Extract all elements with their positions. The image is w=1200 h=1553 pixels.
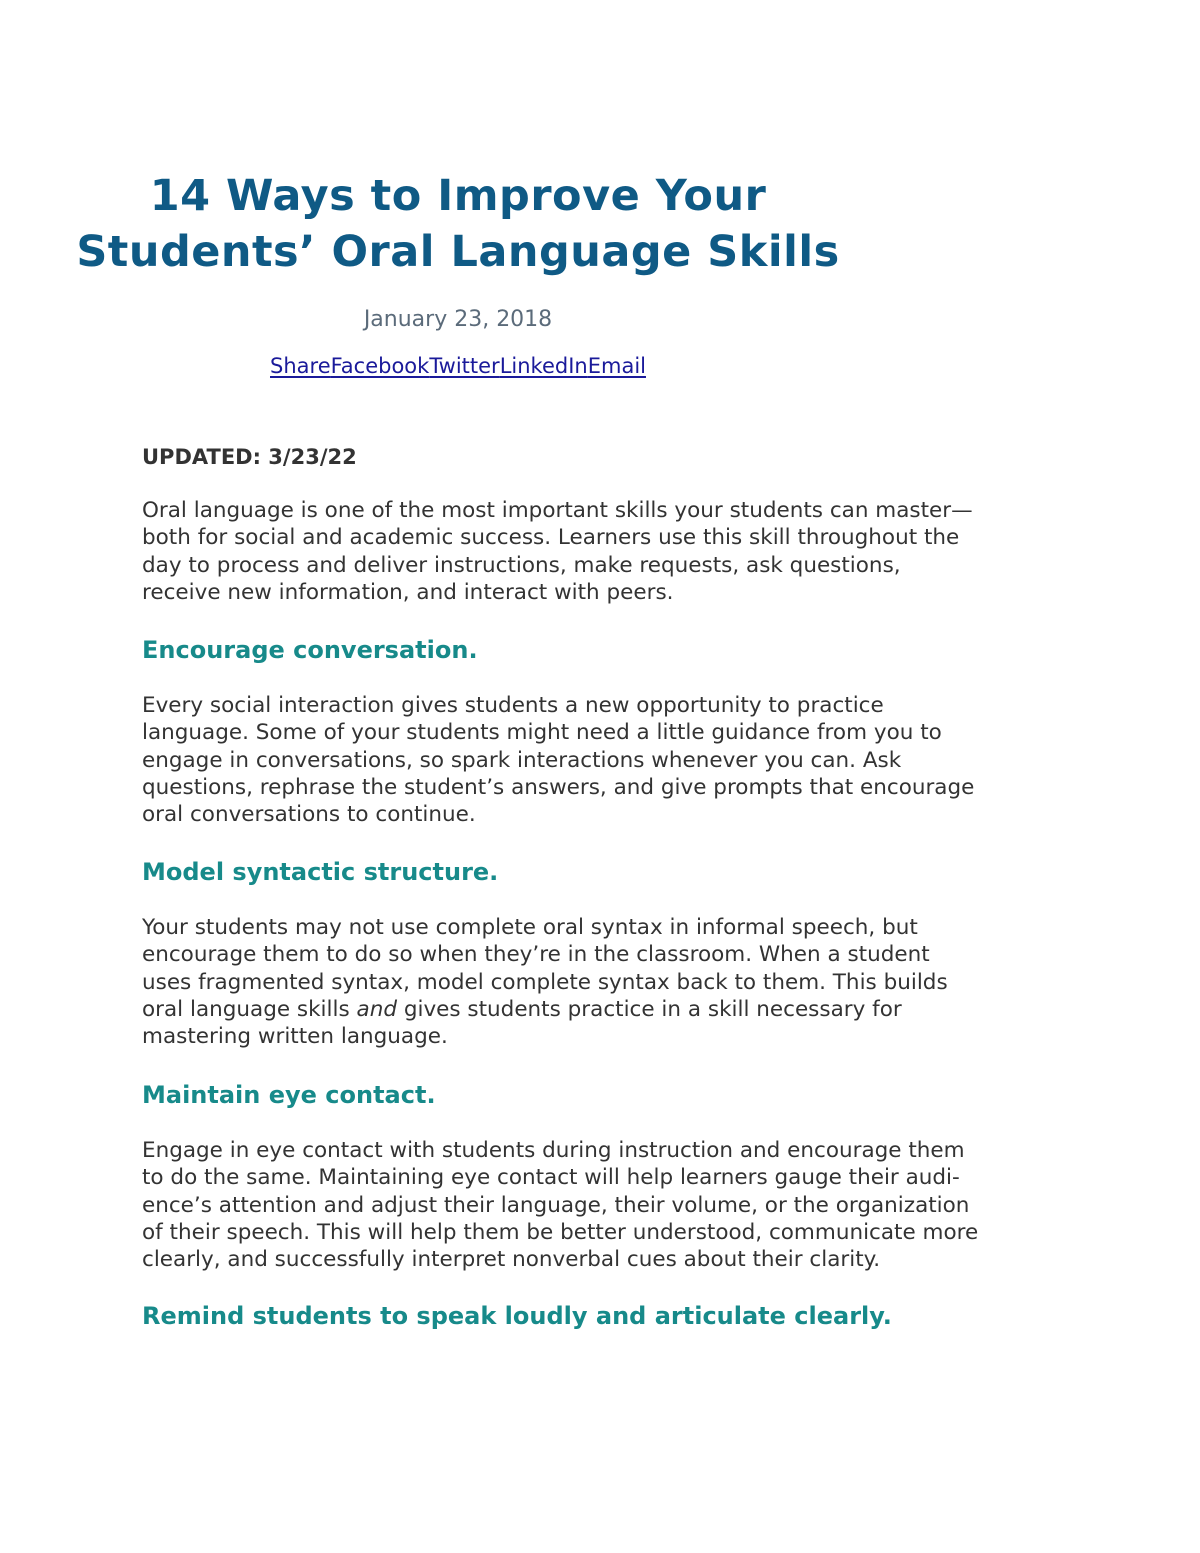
publish-date: January 23, 2018 [363, 307, 553, 332]
paragraph-line: encourage them to do so when they’re in the classroom. When a student [142, 942, 930, 968]
intro-line: Oral language is one of the most important skills your students can master— [142, 498, 973, 523]
paragraph-line: of their speech. This will help them be better understood, communicate more [142, 1219, 979, 1245]
intro-paragraph [142, 497, 1072, 606]
paragraph-line: Engage in eye contact with students during instruction and encourage them [142, 1138, 965, 1163]
paragraph-line: to do the same. Maintaining eye contact will help learners gauge their audi- [142, 1165, 960, 1191]
section-heading-encourage-conversation: Encourage conversation. [142, 636, 478, 664]
intro-line: receive new information, and interact with peers. [142, 579, 674, 605]
title-line-1: 14 Ways to Improve Your [149, 171, 767, 221]
paragraph-line: Your students may not use complete oral syntax in informal speech, but [142, 915, 918, 940]
section-heading-speak-loudly: Remind students to speak loudly and articulate clearly. [142, 1302, 892, 1330]
updated-label: UPDATED: 3/23/22 [142, 445, 357, 469]
title-line-2: Students’ Oral Language Skills [76, 227, 840, 277]
linkedin-link[interactable]: LinkedIn [499, 354, 588, 378]
facebook-link[interactable]: Facebook [330, 354, 430, 378]
paragraph-line: uses fragmented syntax, model complete syntax back to them. This builds [142, 969, 948, 995]
paragraph-line: clearly, and successfully interpret nonverbal cues about their clarity. [142, 1247, 881, 1273]
paragraph-line-end: gives students practice in a skill necessary for [396, 996, 902, 1022]
intro-line: day to process and deliver instructions, make requests, ask questions, [142, 552, 901, 578]
paragraph-line: mastering written language. [142, 1024, 448, 1050]
paragraph-line: engage in conversations, so spark interactions whenever you can. Ask [142, 747, 902, 773]
section-paragraph-encourage-conversation [142, 692, 1072, 828]
section-paragraph-model-syntactic-structure [142, 914, 1072, 1050]
share-link[interactable]: Share [270, 354, 331, 378]
paragraph-line-start: oral language skills [142, 996, 357, 1022]
intro-line: both for social and academic success. Learners use this skill throughout the [142, 525, 960, 551]
paragraph-line: language. Some of your students might need a little guidance from you to [142, 720, 942, 746]
paragraph-line: oral conversations to continue. [142, 802, 476, 828]
section-heading-maintain-eye-contact: Maintain eye contact. [142, 1081, 436, 1109]
paragraph-line: ence’s attention and adjust their language, their volume, or the organization [142, 1192, 970, 1218]
email-link[interactable]: Email [587, 354, 646, 378]
paragraph-line: questions, rephrase the student’s answers, and give prompts that encourage [142, 774, 975, 800]
article-title [0, 168, 1058, 280]
section-paragraph-maintain-eye-contact [142, 1137, 1072, 1273]
emphasis-and: and [356, 996, 397, 1022]
paragraph-line: Every social interaction gives students a new opportunity to practice [142, 693, 884, 718]
section-heading-model-syntactic-structure: Model syntactic structure. [142, 858, 499, 886]
twitter-link[interactable]: Twitter [429, 354, 500, 378]
share-links [0, 351, 1058, 381]
